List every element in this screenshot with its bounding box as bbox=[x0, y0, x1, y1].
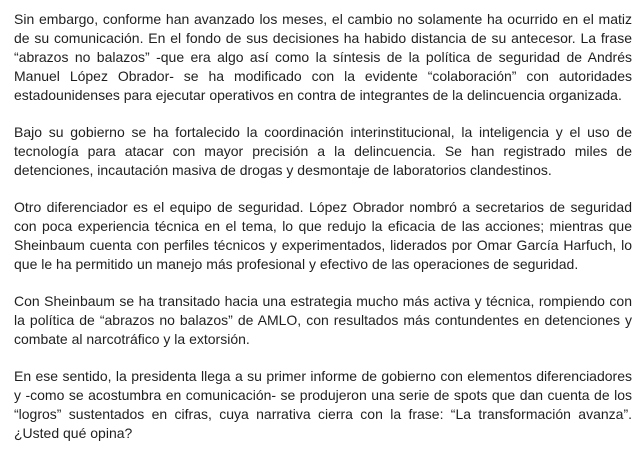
article-body bbox=[14, 10, 632, 443]
article-paragraph-1: Sin embargo, conforme han avanzado los meses, el cambio no solamente ha ocurrido en el matiz de su comunicación. En el fondo de sus decisiones ha habido distancia de su antecesor. La frase “abrazos no balazos” -que era algo así como la síntesis de la política de seguridad de Andrés Manuel López Obrador- se ha modificado con la evidente “colaboración” con autoridades estadounidenses para ejecutar operativos en contra de integrantes de la delincuencia organizada. bbox=[14, 11, 632, 103]
article-paragraph-5: En ese sentido, la presidenta llega a su primer informe de gobierno con elementos diferenciadores y -como se acostumbra en comunicación- se produjeron una serie de spots que dan cuenta de los “logros” sustentados en cifras, cuya narrativa cierra con la frase: “La transformación avanza”. ¿Usted qué opina? bbox=[14, 368, 632, 441]
article-paragraph-2: Bajo su gobierno se ha fortalecido la coordinación interinstitucional, la inteligencia y el uso de tecnología para atacar con mayor precisión a la delincuencia. Se han registrado miles de detenciones, incautación masiva de drogas y desmontaje de laboratorios clandestinos. bbox=[14, 124, 632, 178]
article-paragraph-4: Con Sheinbaum se ha transitado hacia una estrategia mucho más activa y técnica, rompiendo con la política de “abrazos no balazos” de AMLO, con resultados más contundentes en detenciones y combate al narcotráfico y la extorsión. bbox=[14, 293, 632, 347]
article-paragraph-3: Otro diferenciador es el equipo de seguridad. López Obrador nombró a secretarios de seguridad con poca experiencia técnica en el tema, lo que redujo la eficacia de las acciones; mientras que Sheinbaum cuenta con perfiles técnicos y experimentados, liderados por Omar García Harfuch, lo que le ha permitido un manejo más profesional y efectivo de las operaciones de seguridad. bbox=[14, 199, 632, 272]
